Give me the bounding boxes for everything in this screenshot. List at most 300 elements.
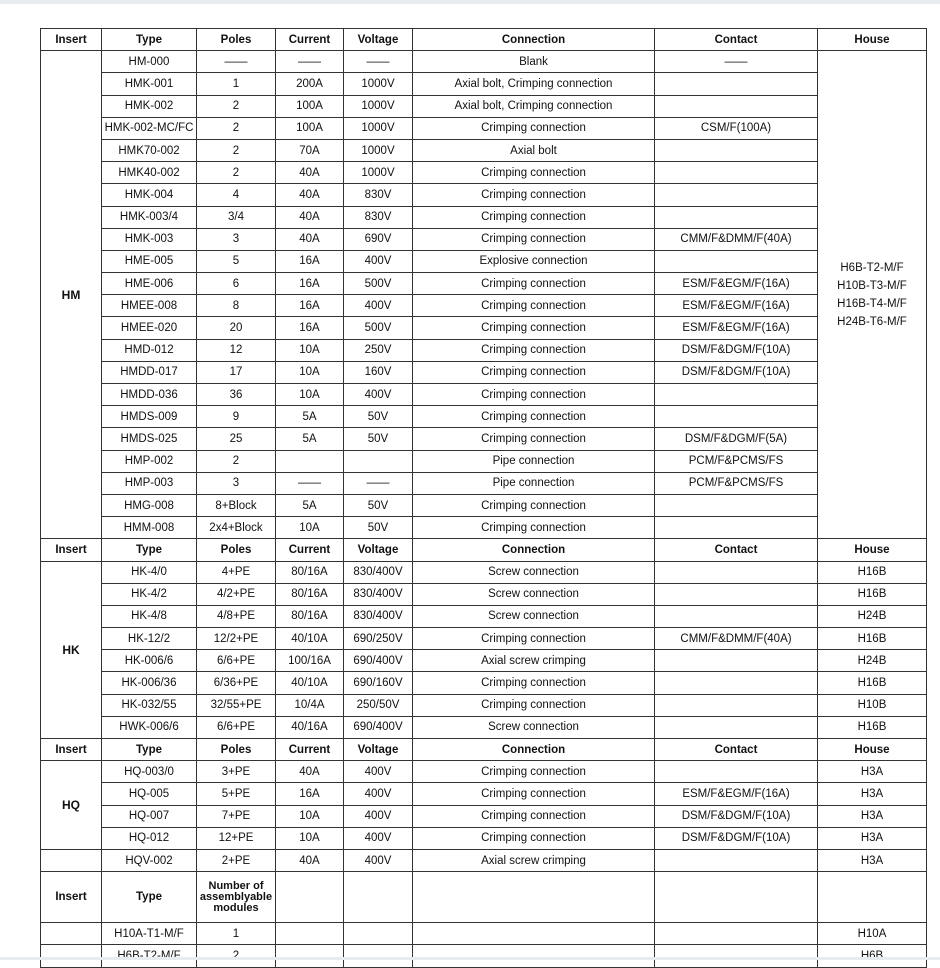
current-cell: 10A <box>276 827 344 849</box>
type-cell: HK-4/8 <box>102 605 197 627</box>
table-row <box>41 361 927 383</box>
poles-cell: 3 <box>197 228 276 250</box>
contact-cell: DSM/F&DGM/F(10A) <box>655 827 818 849</box>
voltage-cell: 690/250V <box>344 628 413 650</box>
house-line: H10B-T3-M/F <box>820 277 924 295</box>
poles-cell: 8+Block <box>197 494 276 516</box>
current-cell: 80/16A <box>276 583 344 605</box>
type-cell: HMK70-002 <box>102 139 197 161</box>
header-contact: Contact <box>655 29 818 51</box>
type-cell: HQ-005 <box>102 783 197 805</box>
voltage-cell: 400V <box>344 761 413 783</box>
type-cell: HK-006/6 <box>102 650 197 672</box>
header-insert: Insert <box>41 539 102 561</box>
house-cell: H6B <box>818 945 927 967</box>
current-cell: 40A <box>276 228 344 250</box>
insert-cell-empty <box>41 945 102 967</box>
header-insert: Insert <box>41 739 102 761</box>
current-cell: 16A <box>276 317 344 339</box>
contact-cell <box>655 716 818 738</box>
type-cell: HME-005 <box>102 250 197 272</box>
current-cell <box>276 450 344 472</box>
current-cell: —— <box>276 472 344 494</box>
house-cell: H16B <box>818 628 927 650</box>
contact-cell: ESM/F&EGM/F(16A) <box>655 317 818 339</box>
contact-cell: ESM/F&EGM/F(16A) <box>655 783 818 805</box>
voltage-cell: 400V <box>344 849 413 871</box>
header-connection: Connection <box>413 29 655 51</box>
type-cell: HQ-012 <box>102 827 197 849</box>
poles-cell: 5 <box>197 250 276 272</box>
spec-table-container <box>40 28 926 968</box>
poles-cell: 12/2+PE <box>197 628 276 650</box>
voltage-cell: —— <box>344 51 413 73</box>
contact-cell <box>655 761 818 783</box>
table-row <box>41 162 927 184</box>
voltage-cell: 50V <box>344 494 413 516</box>
table-row <box>41 849 927 871</box>
header-poles: Poles <box>197 739 276 761</box>
connection-cell: Crimping connection <box>413 206 655 228</box>
connection-cell: Crimping connection <box>413 361 655 383</box>
contact-cell: DSM/F&DGM/F(5A) <box>655 428 818 450</box>
connection-cell: Axial screw crimping <box>413 650 655 672</box>
header-voltage: Voltage <box>344 539 413 561</box>
empty-cell <box>276 923 344 945</box>
house-cell: H16B <box>818 716 927 738</box>
table-row <box>41 650 927 672</box>
house-cell: H24B <box>818 650 927 672</box>
header-row <box>41 539 927 561</box>
connection-cell: Screw connection <box>413 605 655 627</box>
connection-cell: Screw connection <box>413 561 655 583</box>
table-row <box>41 923 927 945</box>
table-row <box>41 117 927 139</box>
house-cell: H16B <box>818 561 927 583</box>
contact-cell: DSM/F&DGM/F(10A) <box>655 339 818 361</box>
type-cell: HMP-003 <box>102 472 197 494</box>
connection-cell: Crimping connection <box>413 162 655 184</box>
current-cell: 70A <box>276 139 344 161</box>
table-row <box>41 51 927 73</box>
table-row <box>41 494 927 516</box>
voltage-cell: —— <box>344 472 413 494</box>
header-voltage: Voltage <box>344 29 413 51</box>
contact-cell: ESM/F&EGM/F(16A) <box>655 273 818 295</box>
empty-cell <box>344 923 413 945</box>
contact-cell <box>655 583 818 605</box>
voltage-cell: 400V <box>344 827 413 849</box>
house-line: H6B-T2-M/F <box>820 259 924 277</box>
current-cell: 16A <box>276 783 344 805</box>
contact-cell <box>655 694 818 716</box>
voltage-cell: 830/400V <box>344 605 413 627</box>
type-cell: HMDD-017 <box>102 361 197 383</box>
table-row <box>41 805 927 827</box>
connection-cell: Crimping connection <box>413 406 655 428</box>
type-cell: HMEE-008 <box>102 295 197 317</box>
empty-cell <box>655 945 818 967</box>
voltage-cell: 160V <box>344 361 413 383</box>
type-cell: HK-032/55 <box>102 694 197 716</box>
type-cell: HMEE-020 <box>102 317 197 339</box>
poles-cell: 36 <box>197 384 276 406</box>
type-cell: HQV-002 <box>102 849 197 871</box>
house-cell: H3A <box>818 805 927 827</box>
empty-cell <box>413 923 655 945</box>
table-row <box>41 583 927 605</box>
type-cell: HME-006 <box>102 273 197 295</box>
table-row <box>41 73 927 95</box>
current-cell: 40/16A <box>276 716 344 738</box>
poles-cell: 4 <box>197 184 276 206</box>
voltage-cell: 690/160V <box>344 672 413 694</box>
header-insert: Insert <box>41 29 102 51</box>
header-current: Current <box>276 29 344 51</box>
table-row <box>41 428 927 450</box>
contact-cell <box>655 849 818 871</box>
contact-cell: DSM/F&DGM/F(10A) <box>655 361 818 383</box>
poles-cell: 3+PE <box>197 761 276 783</box>
connection-cell: Pipe connection <box>413 472 655 494</box>
current-cell: 40A <box>276 184 344 206</box>
connection-cell: Crimping connection <box>413 827 655 849</box>
table-row <box>41 716 927 738</box>
header-house: House <box>818 539 927 561</box>
current-cell: 16A <box>276 295 344 317</box>
connection-cell: Crimping connection <box>413 228 655 250</box>
contact-cell <box>655 517 818 539</box>
table-row <box>41 450 927 472</box>
header-row <box>41 29 927 51</box>
current-cell: 10A <box>276 805 344 827</box>
header-house: House <box>818 29 927 51</box>
current-cell: 80/16A <box>276 605 344 627</box>
table-row <box>41 517 927 539</box>
contact-cell <box>655 162 818 184</box>
voltage-cell: 690/400V <box>344 650 413 672</box>
contact-cell: —— <box>655 51 818 73</box>
poles-cell: 12 <box>197 339 276 361</box>
current-cell: 40/10A <box>276 672 344 694</box>
header-voltage: Voltage <box>344 739 413 761</box>
header-contact: Contact <box>655 739 818 761</box>
contact-cell <box>655 561 818 583</box>
connection-cell: Crimping connection <box>413 805 655 827</box>
empty-cell <box>413 872 655 923</box>
current-cell: 40A <box>276 162 344 184</box>
connection-cell: Screw connection <box>413 716 655 738</box>
voltage-cell: 400V <box>344 250 413 272</box>
poles-cell: 4/8+PE <box>197 605 276 627</box>
poles-cell: 3/4 <box>197 206 276 228</box>
connection-cell: Crimping connection <box>413 494 655 516</box>
voltage-cell: 1000V <box>344 73 413 95</box>
poles-cell: 4/2+PE <box>197 583 276 605</box>
poles-cell: 3 <box>197 472 276 494</box>
type-cell: HWK-006/6 <box>102 716 197 738</box>
poles-cell: 6 <box>197 273 276 295</box>
poles-cell: 2 <box>197 162 276 184</box>
table-row <box>41 95 927 117</box>
contact-cell <box>655 605 818 627</box>
empty-cell <box>276 945 344 967</box>
current-cell: 10A <box>276 517 344 539</box>
voltage-cell: 250/50V <box>344 694 413 716</box>
type-cell: HMDS-025 <box>102 428 197 450</box>
connection-cell: Screw connection <box>413 583 655 605</box>
table-row <box>41 384 927 406</box>
house-cell: H10A <box>818 923 927 945</box>
house-cell: H3A <box>818 849 927 871</box>
table-row <box>41 672 927 694</box>
voltage-cell: 400V <box>344 783 413 805</box>
connection-cell: Crimping connection <box>413 783 655 805</box>
current-cell: 5A <box>276 494 344 516</box>
connection-cell: Axial bolt, Crimping connection <box>413 73 655 95</box>
current-cell: 100A <box>276 95 344 117</box>
table-row <box>41 273 927 295</box>
connection-cell: Crimping connection <box>413 761 655 783</box>
connection-cell: Blank <box>413 51 655 73</box>
insert-cell-empty <box>41 849 102 871</box>
header-poles: Poles <box>197 539 276 561</box>
table-row <box>41 561 927 583</box>
type-cell: HM-000 <box>102 51 197 73</box>
voltage-cell: 500V <box>344 317 413 339</box>
current-cell: 40A <box>276 206 344 228</box>
type-cell: HQ-007 <box>102 805 197 827</box>
voltage-cell: 1000V <box>344 162 413 184</box>
insert-cell-empty <box>41 923 102 945</box>
table-row <box>41 317 927 339</box>
contact-cell <box>655 384 818 406</box>
top-strip <box>0 0 940 4</box>
contact-cell: PCM/F&PCMS/FS <box>655 450 818 472</box>
current-cell: 100A <box>276 117 344 139</box>
contact-cell <box>655 206 818 228</box>
connection-cell: Crimping connection <box>413 517 655 539</box>
header-type: Type <box>102 29 197 51</box>
header-module-count: Number of assemblyable modules <box>197 872 276 923</box>
table-row <box>41 206 927 228</box>
contact-cell: CMM/F&DMM/F(40A) <box>655 228 818 250</box>
current-cell: 40/10A <box>276 628 344 650</box>
header-contact: Contact <box>655 539 818 561</box>
poles-cell: 20 <box>197 317 276 339</box>
empty-cell <box>655 872 818 923</box>
connection-cell: Crimping connection <box>413 428 655 450</box>
contact-cell <box>655 650 818 672</box>
type-cell: H6B-T2-M/F <box>102 945 197 967</box>
empty-cell <box>344 945 413 967</box>
current-cell: 5A <box>276 406 344 428</box>
table-row <box>41 761 927 783</box>
voltage-cell: 250V <box>344 339 413 361</box>
voltage-cell: 830V <box>344 184 413 206</box>
current-cell: 16A <box>276 250 344 272</box>
connection-cell: Axial bolt <box>413 139 655 161</box>
connection-cell: Crimping connection <box>413 628 655 650</box>
voltage-cell: 690/400V <box>344 716 413 738</box>
header-connection: Connection <box>413 739 655 761</box>
type-cell: HMDD-036 <box>102 384 197 406</box>
contact-cell: ESM/F&EGM/F(16A) <box>655 295 818 317</box>
current-cell: —— <box>276 51 344 73</box>
voltage-cell: 830/400V <box>344 561 413 583</box>
empty-cell <box>655 923 818 945</box>
house-cell: H3A <box>818 783 927 805</box>
voltage-cell: 690V <box>344 228 413 250</box>
table-row <box>41 139 927 161</box>
house-cell <box>818 51 927 539</box>
house-cell: H16B <box>818 583 927 605</box>
poles-cell: 2 <box>197 95 276 117</box>
connection-cell: Crimping connection <box>413 295 655 317</box>
voltage-cell: 1000V <box>344 95 413 117</box>
type-cell: HMP-002 <box>102 450 197 472</box>
current-cell: 200A <box>276 73 344 95</box>
poles-cell: 2 <box>197 117 276 139</box>
empty-cell <box>413 945 655 967</box>
poles-cell: 17 <box>197 361 276 383</box>
modules-header-row <box>41 872 927 923</box>
voltage-cell: 500V <box>344 273 413 295</box>
poles-cell: 6/6+PE <box>197 716 276 738</box>
header-type: Type <box>102 539 197 561</box>
table-row <box>41 339 927 361</box>
voltage-cell: 830/400V <box>344 583 413 605</box>
poles-cell: 8 <box>197 295 276 317</box>
voltage-cell: 50V <box>344 428 413 450</box>
table-row <box>41 228 927 250</box>
current-cell: 40A <box>276 849 344 871</box>
type-cell: HK-4/0 <box>102 561 197 583</box>
header-house: House <box>818 739 927 761</box>
type-cell: HMM-008 <box>102 517 197 539</box>
contact-cell <box>655 95 818 117</box>
type-cell: HMDS-009 <box>102 406 197 428</box>
connection-cell: Axial bolt, Crimping connection <box>413 95 655 117</box>
table-row <box>41 628 927 650</box>
contact-cell <box>655 250 818 272</box>
poles-cell: 2 <box>197 450 276 472</box>
poles-cell: 25 <box>197 428 276 450</box>
contact-cell: CMM/F&DMM/F(40A) <box>655 628 818 650</box>
connection-cell: Crimping connection <box>413 273 655 295</box>
house-cell: H16B <box>818 672 927 694</box>
house-cell: H3A <box>818 761 927 783</box>
contact-cell <box>655 139 818 161</box>
type-cell: H10A-T1-M/F <box>102 923 197 945</box>
table-row <box>41 605 927 627</box>
header-type: Type <box>102 739 197 761</box>
insert-cell: HQ <box>41 761 102 850</box>
table-row <box>41 472 927 494</box>
voltage-cell: 400V <box>344 295 413 317</box>
poles-cell: 1 <box>197 73 276 95</box>
current-cell: 40A <box>276 761 344 783</box>
table-row <box>41 827 927 849</box>
type-cell: HMK-001 <box>102 73 197 95</box>
house-line: H24B-T6-M/F <box>820 313 924 331</box>
type-cell: HMK-002-MC/FC <box>102 117 197 139</box>
voltage-cell <box>344 450 413 472</box>
poles-cell: —— <box>197 51 276 73</box>
voltage-cell: 400V <box>344 384 413 406</box>
header-type: Type <box>102 872 197 923</box>
type-cell: HMK-004 <box>102 184 197 206</box>
voltage-cell: 50V <box>344 406 413 428</box>
current-cell: 16A <box>276 273 344 295</box>
type-cell: HMK-002 <box>102 95 197 117</box>
current-cell: 10A <box>276 339 344 361</box>
type-cell: HK-006/36 <box>102 672 197 694</box>
header-insert: Insert <box>41 872 102 923</box>
poles-cell: 32/55+PE <box>197 694 276 716</box>
table-row <box>41 406 927 428</box>
connection-cell: Crimping connection <box>413 184 655 206</box>
empty-cell <box>818 872 927 923</box>
contact-cell: CSM/F(100A) <box>655 117 818 139</box>
house-line: H16B-T4-M/F <box>820 295 924 313</box>
type-cell: HMD-012 <box>102 339 197 361</box>
poles-cell: 4+PE <box>197 561 276 583</box>
header-current: Current <box>276 739 344 761</box>
connection-cell: Crimping connection <box>413 339 655 361</box>
poles-cell: 6/6+PE <box>197 650 276 672</box>
voltage-cell: 400V <box>344 805 413 827</box>
contact-cell <box>655 184 818 206</box>
table-row <box>41 184 927 206</box>
poles-cell: 7+PE <box>197 805 276 827</box>
connection-cell: Crimping connection <box>413 117 655 139</box>
current-cell: 10A <box>276 361 344 383</box>
empty-cell <box>276 872 344 923</box>
poles-cell: 5+PE <box>197 783 276 805</box>
contact-cell: DSM/F&DGM/F(10A) <box>655 805 818 827</box>
voltage-cell: 1000V <box>344 139 413 161</box>
house-cell: H3A <box>818 827 927 849</box>
table-row <box>41 250 927 272</box>
table-row <box>41 694 927 716</box>
contact-cell <box>655 672 818 694</box>
current-cell: 80/16A <box>276 561 344 583</box>
poles-cell: 6/36+PE <box>197 672 276 694</box>
type-cell: HQ-003/0 <box>102 761 197 783</box>
connection-cell: Axial screw crimping <box>413 849 655 871</box>
header-current: Current <box>276 539 344 561</box>
table-row <box>41 945 927 967</box>
type-cell: HMK-003 <box>102 228 197 250</box>
contact-cell <box>655 406 818 428</box>
type-cell: HMK40-002 <box>102 162 197 184</box>
table-row <box>41 783 927 805</box>
connection-cell: Pipe connection <box>413 450 655 472</box>
type-cell: HK-4/2 <box>102 583 197 605</box>
voltage-cell: 1000V <box>344 117 413 139</box>
header-row <box>41 739 927 761</box>
poles-cell: 2x4+Block <box>197 517 276 539</box>
poles-cell: 2+PE <box>197 849 276 871</box>
type-cell: HMK-003/4 <box>102 206 197 228</box>
module-count-cell: 1 <box>197 923 276 945</box>
module-count-cell: 2 <box>197 945 276 967</box>
insert-cell: HM <box>41 51 102 539</box>
connection-cell: Explosive connection <box>413 250 655 272</box>
insert-spec-table <box>40 28 927 968</box>
current-cell: 10/4A <box>276 694 344 716</box>
